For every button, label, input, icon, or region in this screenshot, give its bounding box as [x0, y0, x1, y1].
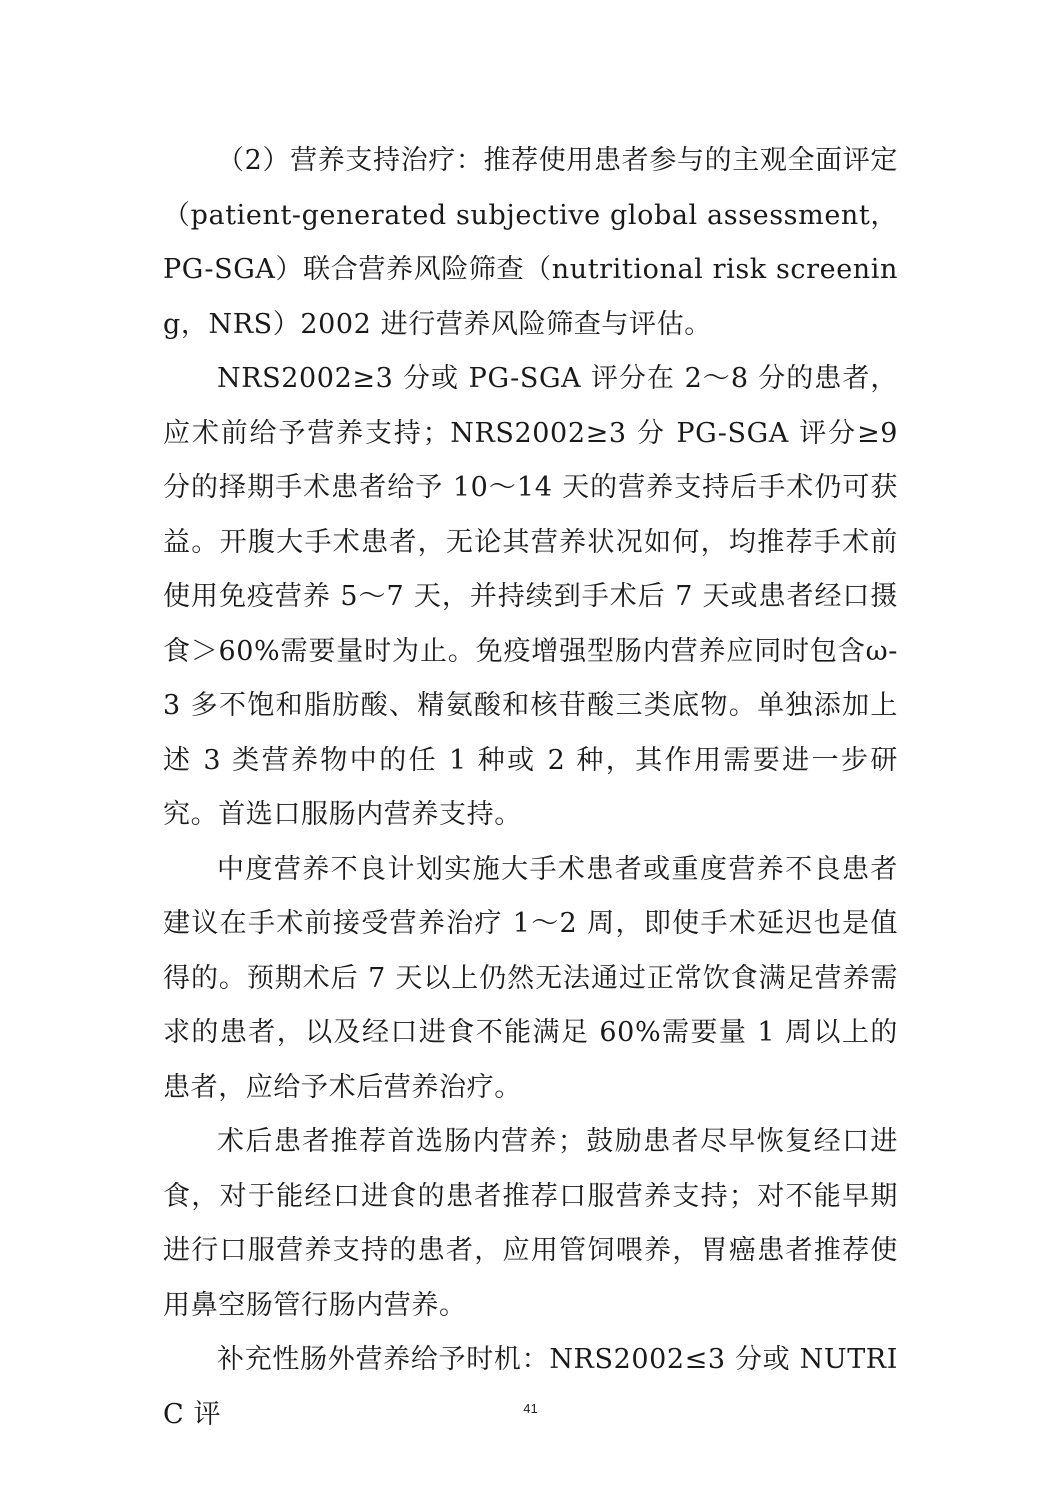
paragraph-postoperative-enteral: 术后患者推荐首选肠内营养；鼓励患者尽早恢复经口进食，对于能经口进食的患者推荐口服营养支持；对不能早期进行口服营养支持的患者，应用管饲喂养，胃癌患者推荐使用鼻空肠管行肠内营养。	[163, 1126, 898, 1321]
document-body	[163, 134, 898, 1442]
paragraph-nutrition-support: （2）营养支持治疗：推荐使用患者参与的主观全面评定（patient-generated subjective global assessment，PG-SGA）联合营养风险筛查（nutritional risk screening，NRS）2002 进行营养风险筛查与评估。	[163, 145, 898, 340]
paragraph-moderate-malnutrition: 中度营养不良计划实施大手术患者或重度营养不良患者建议在手术前接受营养治疗 1～2 周，即使手术延迟也是值得的。预期术后 7 天以上仍然无法通过正常饮食满足营养需求的患者，以及经口进食不能满足 60%需要量 1 周以上的患者，应给予术后营养治疗。	[163, 853, 898, 1103]
paragraph-parenteral-timing: 补充性肠外营养给予时机：NRS2002≤3 分或 NUTRIC 评	[163, 1344, 898, 1430]
paragraph-preoperative-nutrition: NRS2002≥3 分或 PG-SGA 评分在 2～8 分的患者，应术前给予营养支持；NRS2002≥3 分 PG-SGA 评分≥9 分的择期手术患者给予 10～14 天的营养支持后手术仍可获益。开腹大手术患者，无论其营养状况如何，均推荐手术前使用免疫营养 5～7 天，并持续到手术后 7 天或患者经口摄食＞60%需要量时为止。免疫增强型肠内营养应同时包含ω-3 多不饱和脂肪酸、精氨酸和核苷酸三类底物。单独添加上述 3 类营养物中的任 1 种或 2 种，其作用需要进一步研究。首选口服肠内营养支持。	[163, 363, 898, 830]
page-number: 41	[523, 1401, 538, 1416]
